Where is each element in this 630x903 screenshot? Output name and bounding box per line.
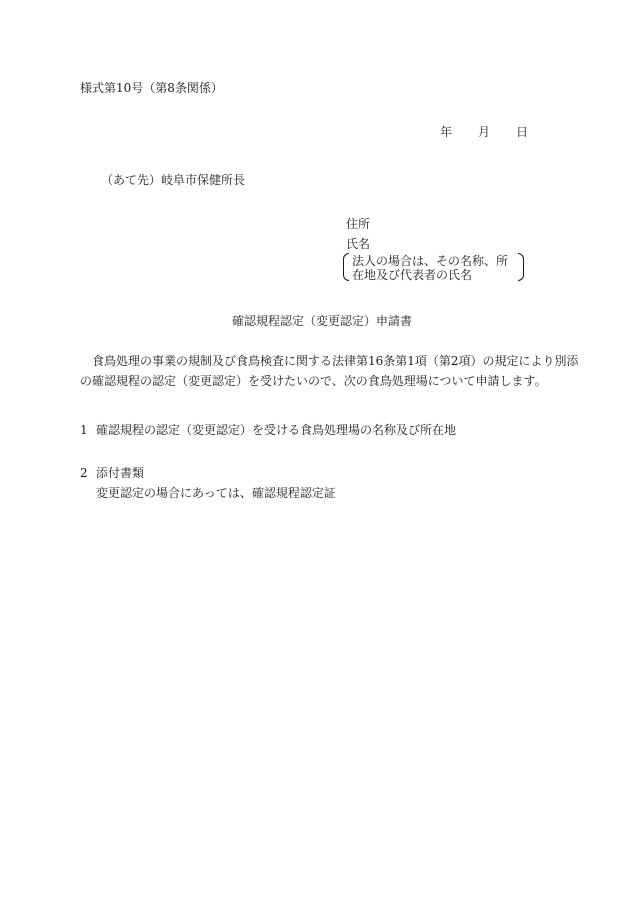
applicant-note-line2: 在地及び代表者の氏名 (352, 268, 473, 282)
body-line-2: の確認規程の認定（変更認定）を受けたいので、次の食鳥処理場について申請します。 (80, 374, 547, 388)
item-2-detail: 変更認定の場合にあっては、確認規程認定証 (96, 486, 336, 500)
item-2-number: 2 (80, 466, 88, 480)
body-line-1: 食鳥処理の事業の規制及び食鳥検査に関する法律第16条第1項（第2項）の規定により別添 (80, 354, 579, 368)
applicant-address-label: 住所 (346, 217, 371, 231)
item-1 (80, 424, 456, 436)
item-2 (80, 467, 144, 479)
applicant-name-label: 氏名 (346, 237, 371, 251)
form-number: 様式第10号（第8条関係） (80, 81, 223, 95)
body-paragraph (80, 351, 579, 391)
item-2-text: 添付書類 (96, 466, 145, 480)
date-year-label: 年 (440, 125, 453, 139)
applicant-note-bracket (343, 253, 524, 281)
left-bracket-icon (343, 253, 349, 281)
item-1-text: 確認規程の認定（変更認定）を受ける食鳥処理場の名称及び所在地 (96, 423, 457, 437)
addressee: （あて先）岐阜市保健所長 (101, 173, 246, 187)
applicant-note-line1: 法人の場合は、その名称、所 (352, 254, 509, 268)
date-month-label: 月 (478, 125, 491, 139)
applicant-note (352, 254, 508, 282)
date-line (440, 126, 528, 138)
item-1-number: 1 (80, 423, 88, 437)
document-title: 確認規程認定（変更認定）申請書 (232, 314, 413, 328)
date-day-label: 日 (516, 125, 529, 139)
right-bracket-icon (518, 253, 524, 281)
